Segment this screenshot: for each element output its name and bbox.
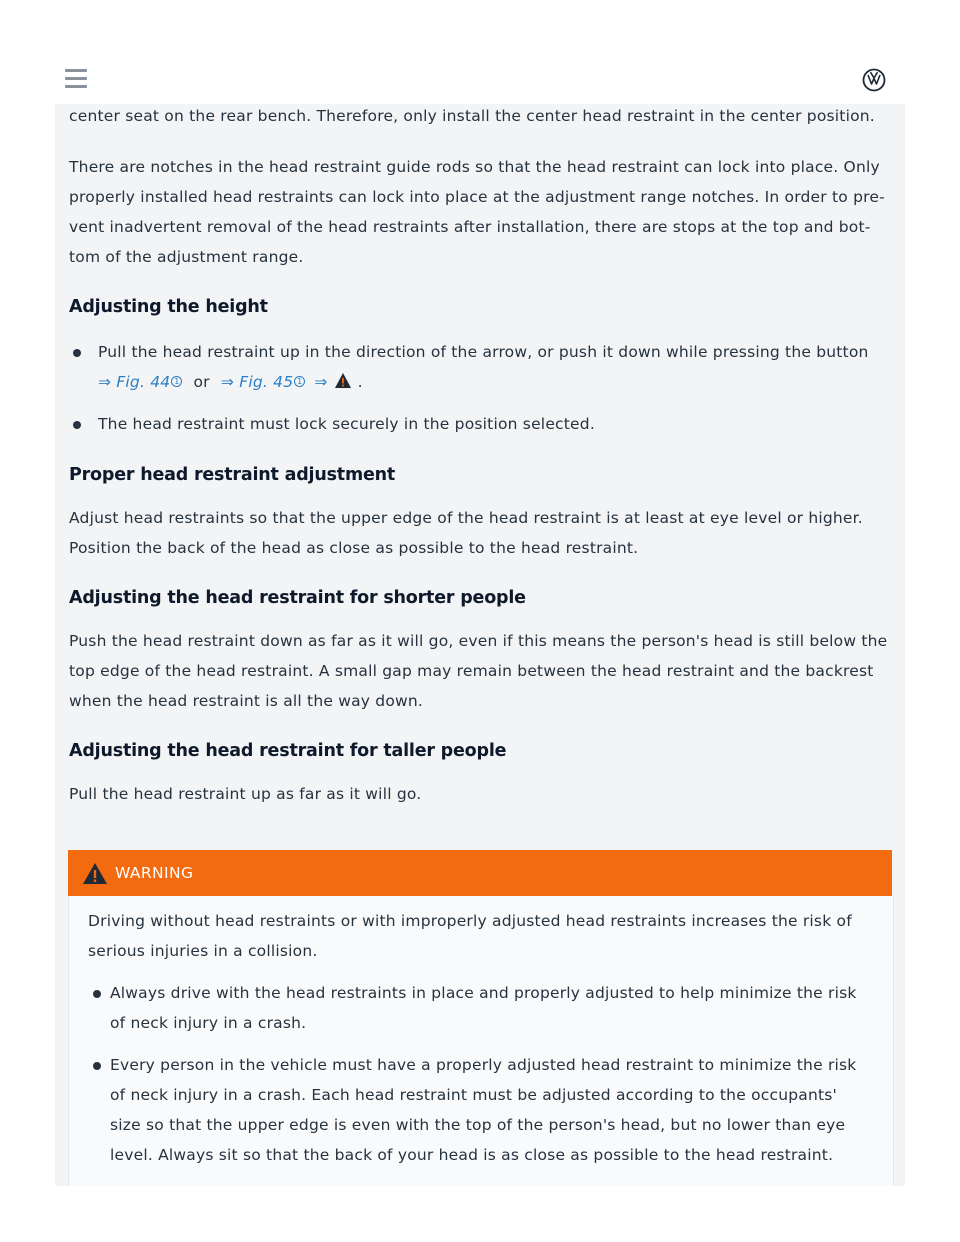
notches-paragraph: There are notches in the head restraint guide rods so that the head restraint can lock into place. Only properly installed head restraints can lock into place at the adjustment range notches. In order to pre-vent inadvertent removal of the head restraints after installation, there are stops at the top and bot-tom of the adjustment range. — [69, 158, 885, 266]
list-item — [69, 337, 895, 397]
intro-tail-text: center seat on the rear bench. Therefore, only install the center head restraint in the center position. — [69, 107, 875, 125]
list-item — [69, 409, 895, 439]
list-item: Always drive with the head restraints in place and properly adjusted to help minimize the risk of neck injury in a crash. — [88, 978, 868, 1038]
step-text: The head restraint must lock securely in the position selected. — [98, 415, 595, 433]
or-text: or — [193, 373, 210, 391]
list-item: Every person in the vehicle must have a properly adjusted head restraint to minimize the risk of neck injury in a crash. Each head restraint must be adjusted according to the occupants' size so that the upper edge is even with the top of the person's head, but no lower than eye level. Always sit so that the back of your head is as close as possible to the head restraint. — [88, 1050, 868, 1170]
heading-shorter-people: Adjusting the head restraint for shorter people — [69, 588, 526, 608]
period: . — [357, 373, 363, 391]
hamburger-menu-icon[interactable] — [65, 69, 87, 91]
step-text: Pull the head restraint up in the direction of the arrow, or push it down while pressing the button — [98, 343, 869, 361]
heading-proper-adjustment: Proper head restraint adjustment — [69, 465, 396, 485]
vw-logo-icon[interactable] — [862, 68, 886, 92]
taller-people-text: Pull the head restraint up as far as it will go. — [69, 785, 422, 803]
shorter-people-text: Push the head restraint down as far as it will go, even if this means the person's head is still below the top edge of the head restraint. A small gap may remain between the head restraint and the backrest when the head restraint is all the way down. — [69, 632, 888, 710]
fig-45-link[interactable]: ⇒ Fig. 45 1 — [221, 373, 305, 391]
height-steps-list — [69, 337, 895, 439]
warning-intro-text: Driving without head restraints or with improperly adjusted head restraints increases the risk of serious injuries in a collision. — [88, 912, 852, 960]
warning-box-body — [68, 896, 894, 1186]
warning-ref-link[interactable]: ⇒ — [314, 373, 328, 391]
heading-adjusting-height: Adjusting the height — [69, 297, 268, 317]
heading-taller-people: Adjusting the head restraint for taller people — [69, 741, 507, 761]
warning-label: WARNING — [115, 864, 194, 882]
warning-triangle-icon — [82, 862, 108, 885]
callout-1-icon: 1 — [294, 376, 305, 387]
fig-44-link[interactable]: ⇒ Fig. 44 1 — [98, 373, 182, 391]
top-bar — [55, 60, 905, 105]
proper-adjustment-text: Adjust head restraints so that the upper edge of the head restraint is at least at eye level or higher. Position the back of the head as close as possible to the head restraint. — [69, 509, 863, 557]
warning-box-header — [68, 850, 892, 896]
callout-1-icon: 1 — [171, 376, 182, 387]
warning-list — [88, 978, 868, 1170]
warning-triangle-icon[interactable] — [334, 372, 352, 389]
